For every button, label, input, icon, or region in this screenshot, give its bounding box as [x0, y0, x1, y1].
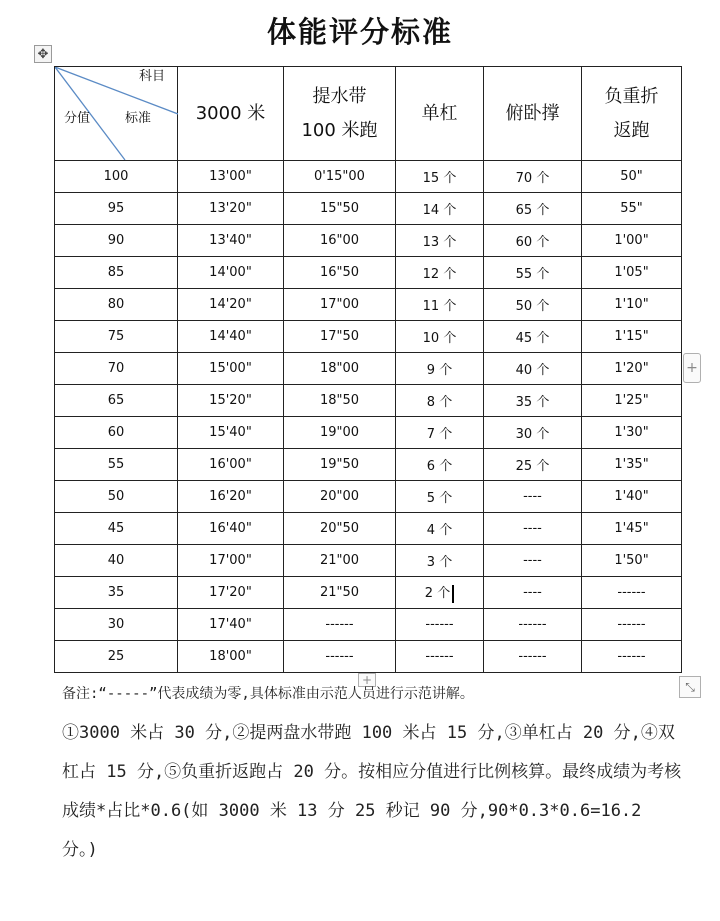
- cell-value: 45: [107, 521, 125, 536]
- cell-value: 13 个: [422, 235, 457, 250]
- cell-value: 45 个: [515, 331, 550, 346]
- cell-value: 1'50": [614, 553, 649, 568]
- cell-value: 21"00: [319, 553, 360, 568]
- table-row: [55, 321, 682, 353]
- table-cell[interactable]: [484, 353, 582, 385]
- cell-value: 90: [107, 233, 125, 248]
- header-label: 俯卧撑: [505, 102, 560, 124]
- table-row: [55, 385, 682, 417]
- table-cell[interactable]: [582, 193, 682, 225]
- table-cell[interactable]: [55, 321, 178, 353]
- table-cell[interactable]: [396, 257, 484, 289]
- table-cell[interactable]: [484, 545, 582, 577]
- table-cell[interactable]: [484, 193, 582, 225]
- cell-value: 17'40": [209, 617, 252, 632]
- cell-value: 19"50: [319, 457, 360, 472]
- cell-value: ------: [425, 617, 454, 632]
- cell-value: 100: [103, 169, 129, 184]
- table-row: [55, 193, 682, 225]
- cell-value: 25: [107, 649, 125, 664]
- move-icon: ✥: [37, 47, 49, 62]
- cell-value: 30 个: [515, 427, 550, 442]
- table-row: [55, 289, 682, 321]
- table-cell[interactable]: [582, 417, 682, 449]
- cell-value: 35: [107, 585, 125, 600]
- table-cell[interactable]: [178, 385, 284, 417]
- table-cell[interactable]: [55, 449, 178, 481]
- cell-value: 70: [107, 361, 125, 376]
- table-cell[interactable]: [396, 321, 484, 353]
- cell-value: 30: [107, 617, 125, 632]
- table-cell[interactable]: [284, 353, 396, 385]
- header-water-hose-run: [284, 67, 396, 161]
- table-row: [55, 577, 682, 609]
- header-label: 提水带 100 米跑: [301, 85, 378, 141]
- cell-value: 4 个: [426, 523, 453, 538]
- cell-value: 15"50: [319, 201, 360, 216]
- table-row: [55, 545, 682, 577]
- cell-value: ------: [617, 585, 646, 600]
- page-title: 体能评分标准: [266, 15, 453, 49]
- table-cell[interactable]: [284, 481, 396, 513]
- table-cell[interactable]: [396, 641, 484, 673]
- cell-value: 1'05": [614, 265, 649, 280]
- cell-value: 75: [107, 329, 125, 344]
- cell-value: 1'40": [614, 489, 649, 504]
- table-cell[interactable]: [55, 353, 178, 385]
- table-cell[interactable]: [582, 449, 682, 481]
- cell-value: 55": [620, 201, 643, 216]
- cell-value: 70 个: [515, 171, 550, 186]
- table-cell[interactable]: [484, 641, 582, 673]
- cell-value: 80: [107, 297, 125, 312]
- table-cell[interactable]: [396, 481, 484, 513]
- table-cell[interactable]: [178, 609, 284, 641]
- table-cell[interactable]: [284, 417, 396, 449]
- cell-value: 16"50: [319, 265, 360, 280]
- header-pullup: [396, 67, 484, 161]
- table-move-handle[interactable]: [34, 45, 52, 63]
- cell-value: 65 个: [515, 203, 550, 218]
- table-cell[interactable]: [55, 257, 178, 289]
- cell-value: ----: [523, 585, 542, 600]
- table-cell[interactable]: [178, 481, 284, 513]
- table-cell[interactable]: [284, 257, 396, 289]
- text-cursor: [452, 585, 454, 603]
- table-row: [55, 353, 682, 385]
- table-cell[interactable]: [55, 641, 178, 673]
- table-cell[interactable]: [284, 321, 396, 353]
- table-cell[interactable]: [484, 321, 582, 353]
- table-cell[interactable]: [582, 481, 682, 513]
- cell-value: ----: [523, 553, 542, 568]
- resize-icon: ⤡: [685, 680, 695, 694]
- table-cell[interactable]: [284, 225, 396, 257]
- table-cell[interactable]: [484, 417, 582, 449]
- table-cell[interactable]: [484, 225, 582, 257]
- add-column-handle[interactable]: [683, 353, 701, 383]
- cell-value: 1'10": [614, 297, 649, 312]
- cell-value: 20"50: [319, 521, 360, 536]
- table-cell[interactable]: [484, 481, 582, 513]
- table-cell[interactable]: [484, 289, 582, 321]
- table-cell[interactable]: [178, 193, 284, 225]
- table-cell[interactable]: [582, 385, 682, 417]
- table-cell[interactable]: [178, 321, 284, 353]
- cell-value: 9 个: [426, 363, 453, 378]
- plus-icon: +: [686, 360, 698, 376]
- cell-value: 5 个: [426, 491, 453, 506]
- table-cell[interactable]: [284, 577, 396, 609]
- cell-value: ------: [518, 617, 547, 632]
- table-cell[interactable]: [484, 161, 582, 193]
- cell-value: 19"00: [319, 425, 360, 440]
- corner-score-label: 分值: [64, 111, 91, 126]
- cell-value: 55: [107, 457, 125, 472]
- table-cell[interactable]: [396, 193, 484, 225]
- table-cell[interactable]: [55, 545, 178, 577]
- table-cell[interactable]: [284, 513, 396, 545]
- table-cell[interactable]: [396, 609, 484, 641]
- cell-value: 65: [107, 393, 125, 408]
- table-cell[interactable]: [582, 353, 682, 385]
- cell-value: 16'00": [209, 457, 252, 472]
- cell-value: 20"00: [319, 489, 360, 504]
- table-row: [55, 417, 682, 449]
- cell-value: 17'20": [209, 585, 252, 600]
- cell-value: 14'40": [209, 329, 252, 344]
- table-cell[interactable]: [178, 161, 284, 193]
- plus-icon: +: [361, 673, 373, 687]
- table-cell[interactable]: [582, 257, 682, 289]
- table-row: [55, 513, 682, 545]
- cell-value: 16'20": [209, 489, 252, 504]
- cell-value: 85: [107, 265, 125, 280]
- cell-value: 1'25": [614, 393, 649, 408]
- table-row: [55, 161, 682, 193]
- table-row: [55, 481, 682, 513]
- table-cell[interactable]: [396, 225, 484, 257]
- cell-value: 15 个: [422, 171, 457, 186]
- cell-value: 1'15": [614, 329, 649, 344]
- table-cell[interactable]: [178, 257, 284, 289]
- cell-value: 15'00": [209, 361, 252, 376]
- table-cell[interactable]: [484, 257, 582, 289]
- cell-value: 0'15"00: [314, 169, 365, 184]
- cell-value: 2 个: [424, 586, 451, 602]
- cell-value: ------: [325, 617, 354, 632]
- table-cell[interactable]: [178, 289, 284, 321]
- cell-value: 18"50: [319, 393, 360, 408]
- table-cell[interactable]: [396, 161, 484, 193]
- cell-value: 6 个: [426, 459, 453, 474]
- table-cell[interactable]: [582, 289, 682, 321]
- table-cell[interactable]: [284, 449, 396, 481]
- cell-value: 21"50: [319, 585, 360, 600]
- table-cell[interactable]: [55, 513, 178, 545]
- corner-subject-label: 科目: [138, 69, 165, 84]
- header-label: 负重折 返跑: [604, 85, 659, 141]
- cell-value: 95: [107, 201, 125, 216]
- table-cell[interactable]: [484, 609, 582, 641]
- cell-value: 14'00": [209, 265, 252, 280]
- cell-value: 10 个: [422, 331, 457, 346]
- cell-value: 1'00": [614, 233, 649, 248]
- cell-value: 50: [107, 489, 125, 504]
- table-cell[interactable]: [55, 289, 178, 321]
- table-cell[interactable]: [396, 417, 484, 449]
- table-cell[interactable]: [178, 449, 284, 481]
- header-label: 单杠: [421, 102, 458, 124]
- header-3000m: [178, 67, 284, 161]
- table-cell[interactable]: [484, 513, 582, 545]
- table-cell[interactable]: [582, 513, 682, 545]
- table-cell[interactable]: [284, 609, 396, 641]
- cell-value: 17"50: [319, 329, 360, 344]
- table-cell[interactable]: [55, 193, 178, 225]
- table-cell[interactable]: [178, 353, 284, 385]
- table-cell[interactable]: [582, 577, 682, 609]
- cell-value: 16"00: [319, 233, 360, 248]
- cell-value: 13'20": [209, 201, 252, 216]
- table-header-row: [55, 67, 682, 161]
- table-cell[interactable]: [396, 353, 484, 385]
- header-label: 3000 米: [195, 102, 266, 124]
- table-cell[interactable]: [178, 417, 284, 449]
- table-cell[interactable]: [284, 385, 396, 417]
- table-cell[interactable]: [178, 225, 284, 257]
- cell-value: 60 个: [515, 235, 550, 250]
- cell-value: 40: [107, 553, 125, 568]
- cell-value: 17"00: [319, 297, 360, 312]
- cell-value: 35 个: [515, 395, 550, 410]
- table-cell[interactable]: [582, 225, 682, 257]
- table-cell[interactable]: [484, 577, 582, 609]
- table-cell[interactable]: [582, 321, 682, 353]
- table-cell[interactable]: [396, 449, 484, 481]
- table-cell[interactable]: [178, 545, 284, 577]
- cell-value: ----: [523, 521, 542, 536]
- table-cell[interactable]: [55, 385, 178, 417]
- table-cell[interactable]: [582, 641, 682, 673]
- table-cell[interactable]: [284, 193, 396, 225]
- table-cell[interactable]: [582, 545, 682, 577]
- cell-value: 50": [620, 169, 643, 184]
- cell-value: 17'00": [209, 553, 252, 568]
- table-cell[interactable]: [396, 577, 484, 609]
- corner-header-cell: [55, 67, 178, 161]
- table-cell[interactable]: [178, 641, 284, 673]
- table-resize-handle[interactable]: [679, 676, 701, 698]
- cell-value: 1'35": [614, 457, 649, 472]
- cell-value: 13'00": [209, 169, 252, 184]
- table-cell[interactable]: [55, 225, 178, 257]
- table-cell[interactable]: [55, 609, 178, 641]
- table-row: [55, 449, 682, 481]
- note-legend: 备注:“-----”代表成绩为零,具体标准由示范人员进行示范讲解。: [62, 686, 474, 702]
- table-cell[interactable]: [284, 641, 396, 673]
- table-cell[interactable]: [55, 481, 178, 513]
- cell-value: 1'30": [614, 425, 649, 440]
- notes-section: [62, 680, 682, 870]
- cell-value: 40 个: [515, 363, 550, 378]
- header-pushup: [484, 67, 582, 161]
- cell-value: 50 个: [515, 299, 550, 314]
- table-cell[interactable]: [582, 609, 682, 641]
- table-cell[interactable]: [284, 161, 396, 193]
- cell-value: 16'40": [209, 521, 252, 536]
- cell-value: 7 个: [426, 427, 453, 442]
- cell-value: 8 个: [426, 395, 453, 410]
- cell-value: 18"00: [319, 361, 360, 376]
- table-cell[interactable]: [178, 513, 284, 545]
- table-cell[interactable]: [284, 545, 396, 577]
- table-cell[interactable]: [396, 545, 484, 577]
- table-row: [55, 257, 682, 289]
- header-shuttle-run: [582, 67, 682, 161]
- cell-value: ------: [617, 649, 646, 664]
- cell-value: 15'40": [209, 425, 252, 440]
- cell-value: 55 个: [515, 267, 550, 282]
- corner-standard-label: 标准: [125, 111, 152, 126]
- cell-value: 1'45": [614, 521, 649, 536]
- table-cell[interactable]: [55, 417, 178, 449]
- table-cell[interactable]: [396, 513, 484, 545]
- cell-value: 3 个: [426, 555, 453, 570]
- table-row: [55, 641, 682, 673]
- cell-value: 13'40": [209, 233, 252, 248]
- table-cell[interactable]: [484, 385, 582, 417]
- cell-value: 18'00": [209, 649, 252, 664]
- table-cell[interactable]: [582, 161, 682, 193]
- cell-value: 14'20": [209, 297, 252, 312]
- cell-value: ------: [518, 649, 547, 664]
- table-cell[interactable]: [178, 577, 284, 609]
- table-cell[interactable]: [55, 161, 178, 193]
- cell-value: 15'20": [209, 393, 252, 408]
- table-cell[interactable]: [55, 577, 178, 609]
- table-row: [55, 609, 682, 641]
- table-cell[interactable]: [396, 289, 484, 321]
- cell-value: ------: [325, 649, 354, 664]
- cell-value: 11 个: [422, 299, 457, 314]
- cell-value: 25 个: [515, 459, 550, 474]
- cell-value: 12 个: [422, 267, 457, 282]
- table-cell[interactable]: [484, 449, 582, 481]
- cell-value: ------: [425, 649, 454, 664]
- note-scoring-rules: ①3000 米占 30 分,②提两盘水带跑 100 米占 15 分,③单杠占 20 分,④双杠占 15 分,⑤负重折返跑占 20 分。按相应分值进行比例核算。最终成绩为考核成绩*占比*0.6(如 3000 米 13 分 25 秒记 90 分,90*0.3*0.6=16.2 分。): [62, 723, 682, 860]
- table-row: [55, 225, 682, 257]
- table-cell[interactable]: [396, 385, 484, 417]
- cell-value: ------: [617, 617, 646, 632]
- cell-value: 1'20": [614, 361, 649, 376]
- cell-value: ----: [523, 489, 542, 504]
- table-cell[interactable]: [284, 289, 396, 321]
- cell-value: 14 个: [422, 203, 457, 218]
- score-table: [54, 66, 682, 673]
- cell-value: 60: [107, 425, 125, 440]
